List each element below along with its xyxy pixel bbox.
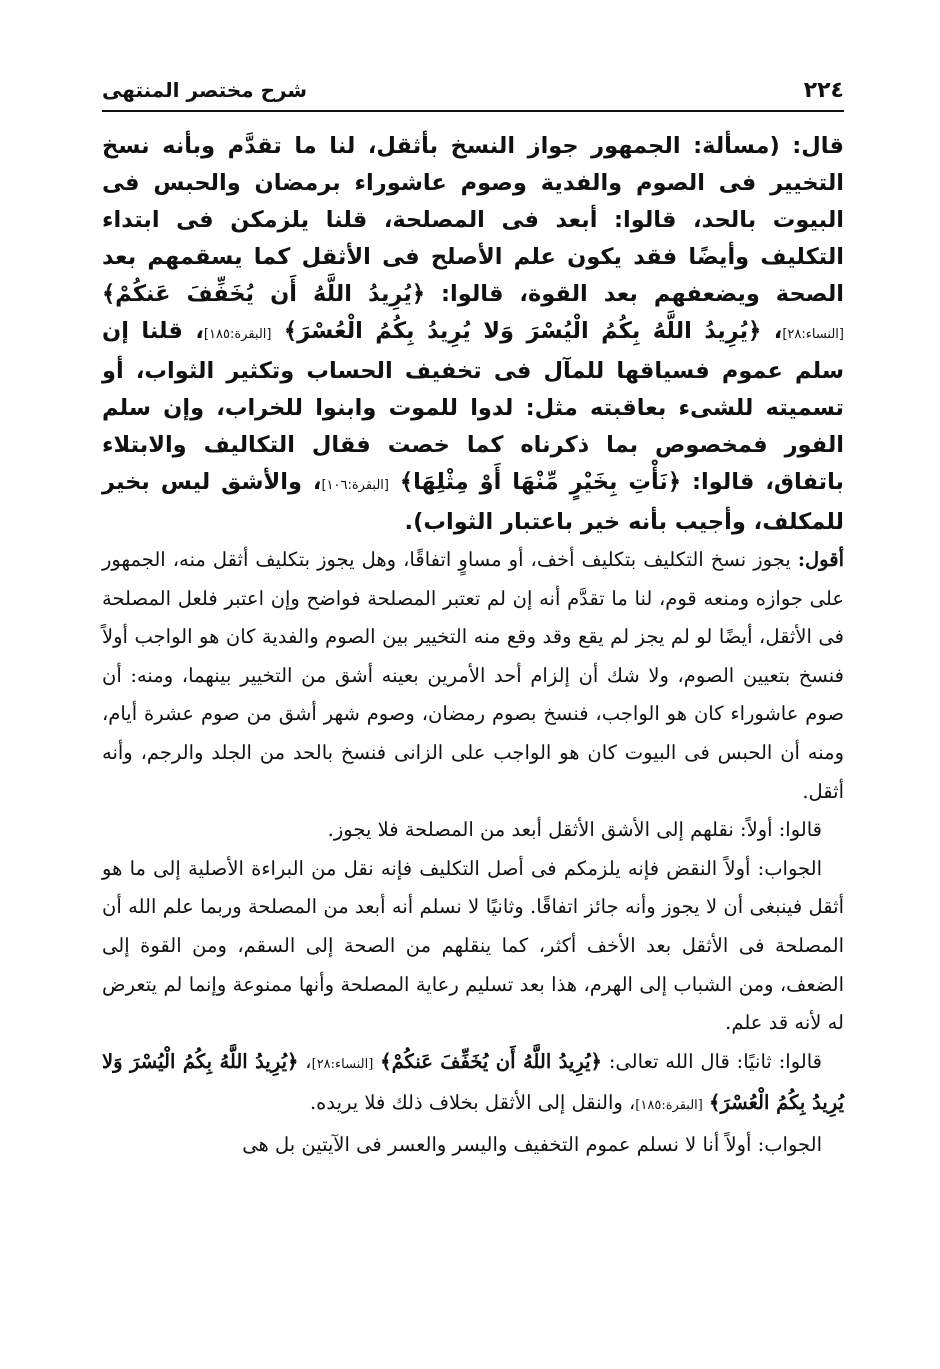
quran-verse: ﴿يُرِيدُ اللَّهُ أَن يُخَفِّفَ عَنكُمْ﴾ [380, 1049, 602, 1073]
verse-reference: [البقرة:١٨٥] [203, 327, 272, 342]
aqul-text: يجوز نسخ التكليف بتكليف أخف، أو مساوٍ اتفاقًا، وهل يجوز بتكليف أثقل منه، الجمهور على جوازه ومنعه قوم، لنا ما تقدَّم أنه إن لم تعتبر المصلحة فواضح وإن اعتبر فلعل المصلحة فى الأثقل، أيضًا لو لم يجز لم يقع وقد وقع منه التخيير بين الصوم والفدية كان هو الواجب أولاً فنسخ بتعيين الصوم، ولا شك أن إلزام أحد الأمرين بعينه أشق من التخيير بينهما، ومنه: أن صوم عاشوراء كان هو الواجب، فنسخ بصوم رمضان، وصوم شهر أشق من صوم عشرة أيام، ومنه أن الحبس فى البيوت كان هو الواجب على الزانى فنسخ بالحد من الجلد والرجم، وأنه أثقل. [102, 548, 844, 803]
verse-reference: [النساء:٢٨] [311, 1056, 374, 1072]
matn-text-4: ، والأشق ليس بخير للمكلف، وأجيب بأنه خير باعتبار الثواب). [102, 469, 844, 535]
verse-reference: [البقرة:١٨٥] [635, 1098, 703, 1114]
verse-reference: [البقرة:١٠٦] [321, 478, 389, 493]
page-body [102, 128, 844, 1165]
sharh-paragraph [102, 541, 844, 811]
quran-verse: ﴿يُرِيدُ اللَّهُ أَن يُخَفِّفَ عَنكُمْ﴾ [102, 281, 426, 307]
verse-reference: [النساء:٢٨] [782, 327, 844, 342]
quran-verse: ﴿يُرِيدُ اللَّهُ بِكُمُ الْيُسْرَ وَلا يُرِيدُ بِكُمُ الْعُسْرَ﴾ [102, 1049, 844, 1115]
objection-1: قالوا: أولاً: نقلهم إلى الأشق الأثقل أبعد من المصلحة فلا يجوز. [327, 818, 822, 842]
matn-paragraph [102, 128, 844, 541]
objection-2 [102, 1043, 844, 1126]
aqul-label: أقول: [797, 548, 844, 571]
running-title: شرح مختصر المنتهى [102, 78, 308, 102]
separator: ، [298, 1049, 312, 1073]
quran-verse: ﴿يُرِيدُ اللَّهُ بِكُمُ الْيُسْرَ وَلا يُرِيدُ بِكُمُ الْعُسْرَ﴾ [283, 318, 762, 344]
objection-2-intro: قالوا: ثانيًا: قال الله تعالى: [601, 1049, 822, 1073]
page-header [102, 72, 844, 112]
matn-text-2: ، [761, 318, 783, 344]
quran-verse: ﴿نَأْتِ بِخَيْرٍ مِّنْهَا أَوْ مِثْلِهَا﴾ [399, 469, 682, 495]
page-number: ٢٢٤ [803, 78, 844, 103]
answer-1: الجواب: أولاً النقض فإنه يلزمكم فى أصل التكليف فإنه نقل من البراءة الأصلية إلى ما هو أثقل فينبغى أن لا يجوز وأنه جائز اتفاقًا. وثانيًا لا نسلم أنه أبعد من المصلحة وربما علم الله أن المصلحة فى الأثقل بعد الأخف أكثر، كما ينقلهم من الصحة إلى السقم، ومن القوة إلى الضعف، ومن الشباب إلى الهرم، هذا بعد تسليم رعاية المصلحة وأنها ممنوعة وإنما لم يتعرض له لأنه قد علم. [102, 856, 844, 1035]
matn-text-1: قال: (مسألة: الجمهور جواز النسخ بأثقل، لنا ما تقدَّم وبأنه نسخ التخيير فى الصوم والفدية وصوم عاشوراء برمضان والحبس فى البيوت بالحد، قالوا: أبعد فى المصلحة، قلنا يلزمكن فى ابتداء التكليف وأيضًا فقد يكون علم الأصلح فى الأثقل كما يسقمهم بعد الصحة ويضعفهم بعد القوة، قالوا: [102, 133, 844, 307]
answer-2: الجواب: أولاً أنا لا نسلم عموم التخفيف واليسر والعسر فى الآيتين بل هى [242, 1132, 822, 1156]
objection-2-end: ، والنقل إلى الأثقل بخلاف ذلك فلا يريده. [309, 1091, 636, 1115]
matn-text-3: ، قلنا إن سلم عموم فسياقها للمآل فى تخفيف الحساب وتكثير الثواب، أو تسميته للشىء بعاقبته مثل: لدوا للموت وابنوا للخراب، وإن سلم الفور فمخصوص بما ذكرناه كما خصت فقال التكاليف والابتلاء باتفاق، قالوا: [102, 318, 844, 495]
